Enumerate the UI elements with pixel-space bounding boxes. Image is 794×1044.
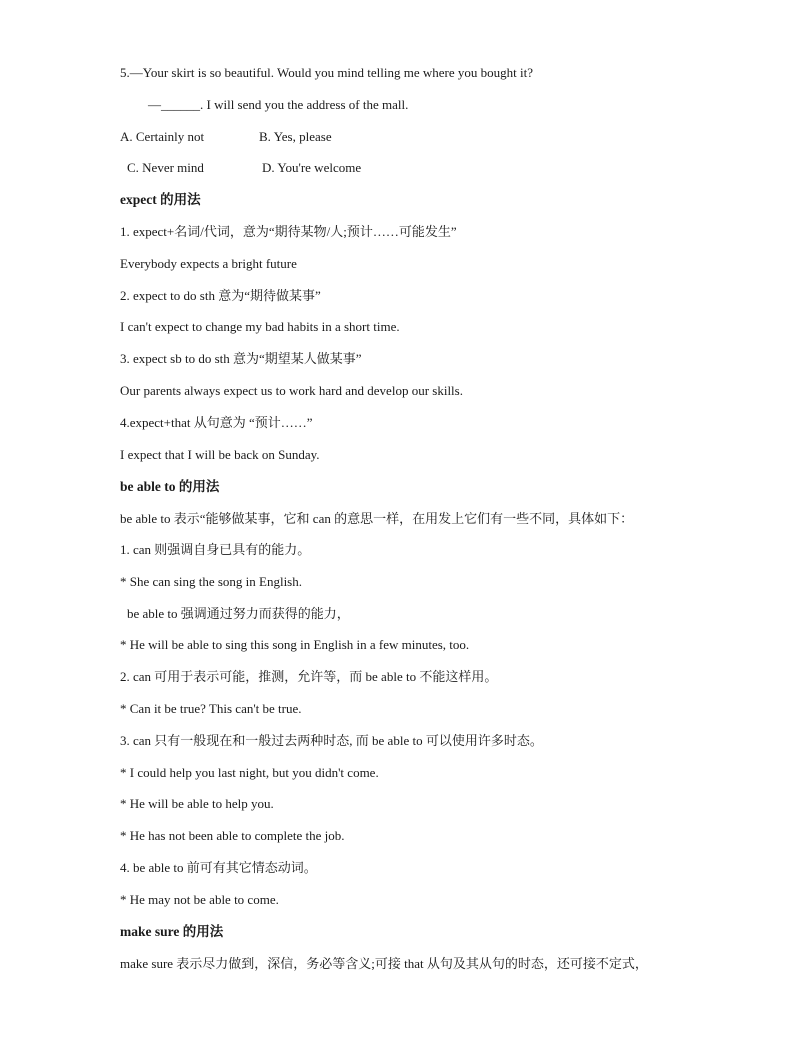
question-reply: —______. I will send you the address of the mall. bbox=[148, 97, 409, 112]
expect-rule-3: 3. expect sb to do sth 意为“期望某人做某事” bbox=[120, 351, 362, 366]
option-d: D. You're welcome bbox=[262, 160, 362, 175]
section-heading-be-able-to: be able to 的用法 bbox=[120, 479, 220, 494]
question-stem: 5.—Your skirt is so beautiful. Would you mind telling me where you bought it? bbox=[120, 65, 534, 80]
expect-example-4: I expect that I will be back on Sunday. bbox=[120, 447, 320, 462]
able-example-4: * He may not be able to come. bbox=[120, 892, 279, 907]
expect-example-2: I can't expect to change my bad habits in a short time. bbox=[120, 319, 400, 334]
able-rule-1: 1. can 则强调自身已具有的能力。 bbox=[120, 542, 311, 557]
option-a: A. Certainly not bbox=[120, 129, 205, 144]
expect-rule-2: 2. expect to do sth 意为“期待做某事” bbox=[120, 288, 321, 303]
able-example-3a: * I could help you last night, but you didn't come. bbox=[120, 765, 379, 780]
able-example-3b: * He will be able to help you. bbox=[120, 796, 274, 811]
able-example-3c: * He has not been able to complete the job. bbox=[120, 828, 345, 843]
able-intro: be able to 表示“能够做某事，它和 can 的意思一样，在用发上它们有一些不同，具体如下： bbox=[120, 511, 634, 526]
section-heading-make-sure: make sure 的用法 bbox=[120, 924, 224, 939]
able-rule-1b: be able to 强调通过努力而获得的能力， bbox=[127, 606, 350, 621]
expect-rule-1: 1. expect+名词/代词，意为“期待某物/人;预计……可能发生” bbox=[120, 224, 457, 239]
able-rule-2: 2. can 可用于表示可能，推测，允许等，而 be able to 不能这样用。 bbox=[120, 669, 498, 684]
option-b: B. Yes, please bbox=[259, 129, 332, 144]
able-example-1b: * He will be able to sing this song in English in a few minutes, too. bbox=[120, 637, 470, 652]
option-c: C. Never mind bbox=[127, 160, 204, 175]
able-example-1: * She can sing the song in English. bbox=[120, 574, 302, 589]
section-heading-expect: expect 的用法 bbox=[120, 192, 201, 207]
expect-rule-4: 4.expect+that 从句意为 “预计……” bbox=[120, 415, 313, 430]
able-example-2: * Can it be true? This can't be true. bbox=[120, 701, 302, 716]
expect-example-1: Everybody expects a bright future bbox=[120, 256, 297, 271]
able-rule-4: 4. be able to 前可有其它情态动词。 bbox=[120, 860, 317, 875]
expect-example-3: Our parents always expect us to work hard and develop our skills. bbox=[120, 383, 463, 398]
able-rule-3: 3. can 只有一般现在和一般过去两种时态, 而 be able to 可以使用许多时态。 bbox=[120, 733, 543, 748]
makesure-intro: make sure 表示尽力做到，深信，务必等含义;可接 that 从句及其从句的时态，还可接不定式， bbox=[120, 956, 648, 971]
